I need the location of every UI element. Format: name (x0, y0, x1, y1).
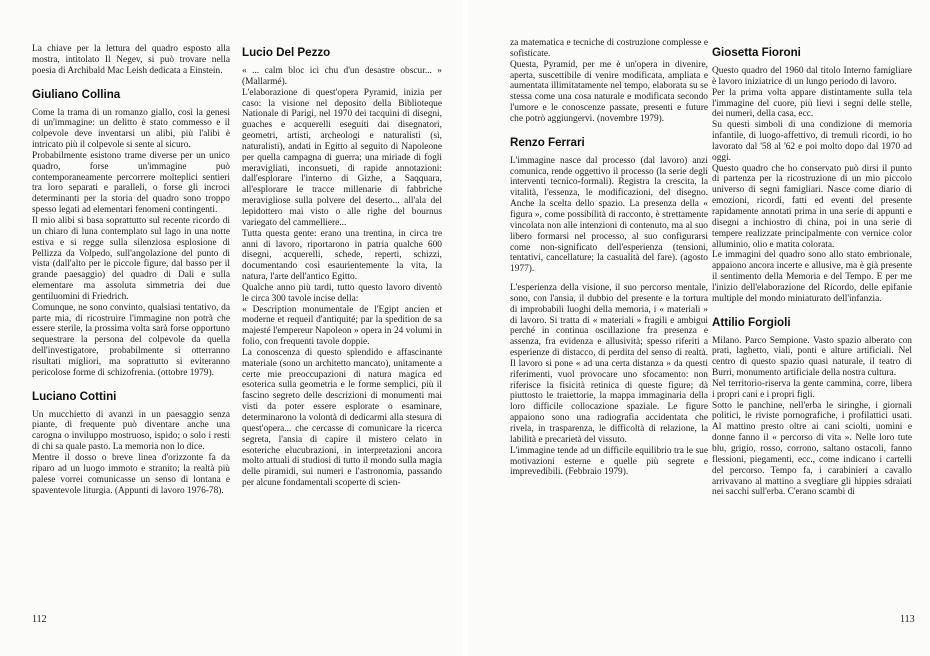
artist-heading: Renzo Ferrari (510, 135, 585, 149)
page-number: 113 (900, 614, 915, 625)
paragraph: L'immagine tende ad un difficile equilibrio tra le sue motivazioni esterne e quelle più segrete e imprevedibili. (Febbraio 1979). (510, 445, 708, 478)
paragraph: L'immagine nasce dal processo (dal lavoro) anzi comunica, rende oggettivo il processo (la serie degli interventi tecnico-formali). Registra la crescita, la vitalità, l'essenza, le modificazioni, del disegno. Anche la scelta dello spazio. La presenza della « figura », come possibilità di racconto, è strettamente vincolata non alle intenzioni di contenuto, ma al suo libero formarsi nel processo, al suo configurarsi come non-significato dell'esperienza (tensioni, tentativi, cancellature; la casualità del fare). (agosto 1977). (510, 155, 708, 275)
paragraph: « ... calm bloc ici chu d'un desastre obscur... » (Mallarmé). (242, 66, 442, 87)
paragraph: Qualche anno più tardi, tutto questo lavoro diventò le circa 300 tavole incise della: (242, 282, 442, 304)
paragraph: L'esperienza della visione, il suo percorso mentale, sono, con l'ansia, il dubbio del presente e la tortura di improbabili luoghi della memoria, i « materiali » di lavoro. Si tratta di « materiali » fragili e ambigui perché in continua oscillazione fra presenza e assenza, fra evidenza e allusività; spesso riferiti a esperienze di distacco, di perdita del senso di realtà. Il lavoro si pone « ad una certa distanza » da questi riferimenti, vuol provocare uno sfocamento: non riferisce la fisicità retinica di queste figure; dà piuttosto le traiettorie, la mappa immaginaria della loro difficile collocazione spaziale. Le figure appaiono sono una radiografia accidentata che rivela, in trasparenza, le difficoltà di relazione, la labilità e precarietà del vissuto. (510, 283, 708, 445)
artist-heading: Lucio Del Pezzo (242, 46, 331, 59)
paragraph: Su questi simboli di una condizione di memoria infantile, di luogo-affettivo, di tremuli ricordi, io ho lavorato dal '58 al '62 e poi molto dopo dal 1970 ad oggi. (712, 120, 912, 163)
left-column (32, 44, 230, 496)
artist-heading: Luciano Cottini (32, 389, 117, 403)
left-column (510, 38, 708, 478)
paragraph: Il mio alibi si basa soprattutto sul recente ricordo di un chiaro di luna contemplato sul lago in una notte estiva e si regge sulla silenziosa esplosione di Pellizza da Volpedo, sull'angolazione del punto di vista (dall'alto per le piccole figure, dal basso per il grande paesaggio) del quadro di Dalì e sulla elementare ma assoluta simmetria dei due gentiluomini di Friedrich. (32, 215, 230, 302)
right-column (242, 44, 442, 489)
artist-heading: Attilio Forgioli (712, 315, 791, 329)
page-number: 112 (32, 614, 47, 625)
paragraph: L'elaborazione di quest'opera Pyramid, inizia per caso: la visione nel deposito della Biblioteque Nationale di Parigi, nel 1970 dei tacquini di disegni, guaches e acquerelli eseguiti dai disegnatori, geometri, artisti, archeologi e naturalisti (sì, naturalisti), andati in Egitto al seguito di Napoleone per quella campagna di guerra; una miriade di fogli meravigliati, inconsueti, di rapide annotazioni: dall'esplorare l'interno di Gizhe, a Saqquara, all'esplorare le tracce millenarie di fabbriche meravigliose sulla polvere del deserto... all'ala del lepidottero mai visto o alle righe del bournus variegato del cammelliere... (242, 87, 442, 228)
paragraph: Mentre il dosso o breve linea d'orizzonte fa da riparo ad un luogo immoto e stranito; la realtà più palese vorrei comunicasse un senso di lontana e spaventevole liturgia. (Appunti di lavoro 1976-78). (32, 453, 230, 496)
paragraph: za matematica e tecniche di costruzione complesse e sofisticate. (510, 38, 708, 59)
paragraph: Per la prima volta appare distintamente sulla tela l'immagine del cuore, più lievi i segni delle stelle, dei numeri, della casa, ecc. (712, 87, 912, 120)
paragraph: Tutta questa gente: erano una trentina, in circa tre anni di lavoro, riportarono in patria qualche 600 disegni, acquerelli, schede, reperti, schizzi, documentando così esaurientemente la vita, la natura, l'arte dell'antico Egitto. (242, 228, 442, 283)
right-column (712, 44, 912, 498)
paragraph: Sotto le panchine, nell'erba le siringhe, i giornali politici, le riviste pornografiche, i profilattici usati. Al mattino presto oltre ai cani sciolti, uomini e donne fanno il « percorso di vita ». Nelle loro tute blu, grigio, rosso, corrono, saltano ostacoli, fanno flessioni, piegamenti, ecc., come indicano i cartelli del percorso. Tempo fa, i carabinieri a cavallo arrivavano al mattino a svegliare gli hippies sdraiati nei sacchi sull'erba. C'erano scambi di (712, 400, 912, 498)
paragraph: Probabilmente esistono trame diverse per un unico quadro, forse un'immagine può contemporaneamente percorrere molteplici sentieri tra loro separati e paralleli, o forse gli incroci determinanti per la storia del quadro sono troppo spesso legati ad elementari fenomeni contingenti. (32, 150, 230, 216)
paragraph: Questa, Pyramid, per me è un'opera in divenire, aperta, suscettibile di venire modificata, ampliata e aumentata illimitatamente nel tempo, elaborata su se stessa come una cosa naturale e modificata secondo l'umore e le conoscenze passate, presenti e future che potrò aggiungervi. (novembre 1979). (510, 59, 708, 124)
paragraph: Un mucchietto di avanzi in un paesaggio senza piante, di frequente può diventare anche una carogna o inviluppo mostruoso, ispido; o solo i resti di chi sa quale pasto. La memoria non lo dice. (32, 409, 230, 453)
paragraph: Milano. Parco Sempione. Vasto spazio alberato con prati, laghetto, viali, ponti e alture artificiali. Nel centro di questo spazio quasi naturale, il teatro di Burri, monumento artificiale della nostra cultura. (712, 335, 912, 379)
paragraph: Come la trama di un romanzo giallo, così la genesi di un'immagine: un delitto è stato commesso e il colpevole deve inventarsi un alibi, più l'alibi è intricato più il colpevole si sente al sicuro. (32, 107, 230, 151)
paragraph: « Description monumentale de l'Egipt ancien et moderne et requeil d'antiquité; par la spedition de sa majesté l'empereur Napoleon » opera in 24 volumi in folio, con frequenti tavole doppie. (242, 304, 442, 348)
paragraph: La conoscenza di questo splendido e affascinante materiale (sono un architetto mancato), unitamente a certe mie preoccupazioni di natura magica ed esoterica sulla geometria e le forme semplici, più il fascino segreto delle descrizioni di monumenti mai visti da poter essere esplorate o esaminare, determinarono la volontà di dedicarmi alla stesura di quest'opera... che cercasse di comunicare la ricerca segreta, l'ansia di capire il mistero celato in esoteriche elucubrazioni, in interpretazioni ancora molto attuali di studiosi di tutto il mondo sulla magia delle piramidi, sui numeri e l'astronomia, passando per alcune fondamentali scoperte di scien- (242, 347, 442, 489)
artist-heading: Giosetta Fioroni (712, 46, 801, 59)
left-page (0, 0, 462, 656)
intro-paragraph: La chiave per la lettura del quadro esposto alla mostra, intitolato Il Negev, si può trovare nella poesia di Archibald Mac Leish dedicata a Einstein. (32, 44, 230, 76)
artist-heading: Giuliano Collina (32, 87, 121, 101)
right-page (468, 0, 930, 656)
paragraph: Questo quadro del 1960 dal titolo Interno famigliare è lavoro iniziatrice di un lungo periodo di lavoro. (712, 66, 912, 87)
paragraph: Le immagini del quadro sono allo stato embrionale, appaiono ancora incerte e allusive, ma è già presente il sentimento della Memoria e del Tempo. E per me l'inizio dell'elaborazione del Ricordo, delle epifanie multiple del mondo miniaturato dell'infanzia. (712, 250, 912, 304)
paragraph: Questo quadro che ho conservato può dirsi il punto di partenza per la ricostruzione di un mio piccolo universo di segni famigliari. Nasce come diario di emozioni, ricordi, fatti ed eventi del presente rapidamente annotati prima in una serie di appunti e disegni a inchiostro di china, poi in una serie di tempere realizzate principalmente con vernice color alluminio, olio e matita colorata. (712, 163, 912, 250)
paragraph: Nel territorio-riserva la gente cammina, corre, libera i propri cani e i propri figli. (712, 378, 912, 400)
paragraph: Comunque, ne sono convinto, qualsiasi tentativo, da parte mia, di ricostruire l'immagine non potrà che essere sterile, la prossima volta sarà forse opportuno sequestrare la persona del colpevole da quella dell'investigatore, probabilmente si otterranno risultati migliori, ma soprattutto si eviteranno pericolose forme di schizofrenia. (ottobre 1979). (32, 302, 230, 378)
